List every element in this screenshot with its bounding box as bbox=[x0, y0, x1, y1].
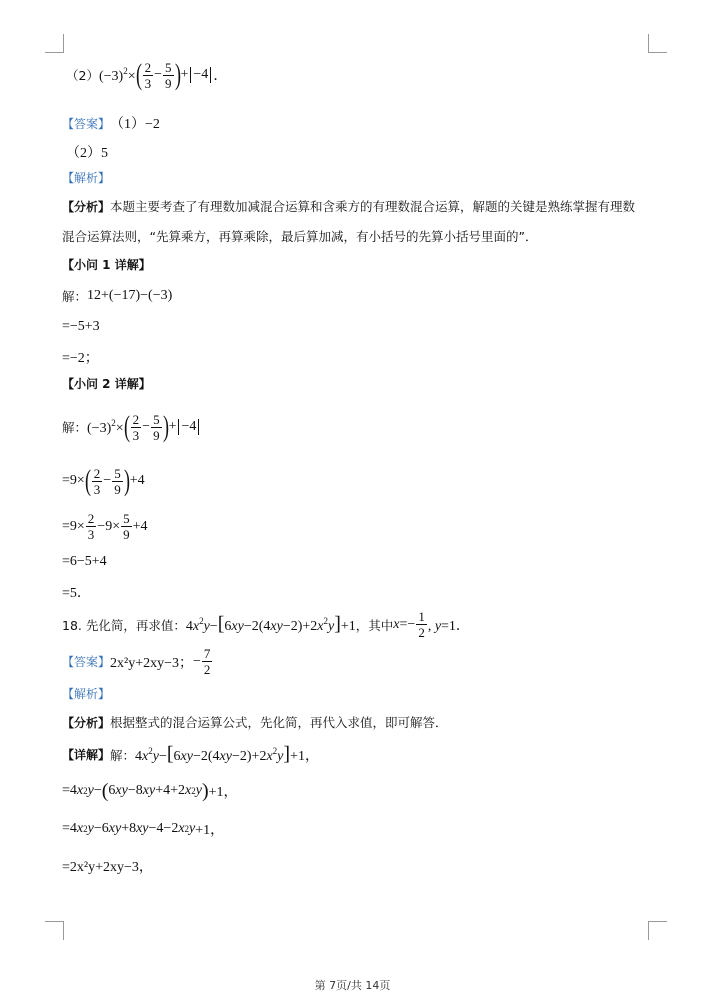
analysis-tag-18: 【解析】 bbox=[62, 687, 111, 701]
answer-line-2: （2）5 bbox=[66, 146, 108, 161]
sub1-step-2: =−2； bbox=[62, 351, 99, 366]
sub2-step-2: =9× $\frac{2}{3}$ −9× $\frac{5}{9}$ +4 bbox=[62, 511, 148, 542]
sub-question-2-heading: 【小问 2 详解】 bbox=[62, 377, 151, 391]
analysis-tag: 【解析】 bbox=[62, 171, 111, 185]
detail-18-line-1: 【详解】 解： $4x^2y-[6xy-2(4xy-2)+2x^2y]+1$， bbox=[62, 743, 319, 765]
analysis-line-1: 【分析】 本题主要考查了有理数加减混合运算和含乘方的有理数混合运算，解题的关键是熟练掌握有理数 bbox=[62, 199, 636, 214]
sub2-expression: 解： $(-3)^2\times$ ( $\frac{2}{3}$ − $\frac{5}{9}$ ) + −4 bbox=[62, 412, 201, 442]
answer-line-1: 【答案】 （1）−2 bbox=[62, 116, 160, 132]
sub2-step-4: =5． bbox=[62, 586, 91, 601]
page-footer: 第 7页/共 14页 bbox=[314, 979, 391, 992]
detail-18-line-3: =4 x 2 y −6 xy +8 xy −4−2 x 2 y +1， bbox=[62, 821, 225, 838]
sub2-step-3: =6−5+4 bbox=[62, 554, 107, 569]
detail-18-line-2: =4 x 2 y − ( 6 xy −8 xy +4+2 x 2 y ) +1， bbox=[62, 780, 238, 802]
sub2-step-1: =9× ( $\frac{2}{3}$ − $\frac{5}{9}$ ) +4 bbox=[62, 464, 145, 497]
sub1-expression: 解： 12+(−17)−(−3) bbox=[62, 288, 173, 304]
problem-2-expression: （2） $(-3)^2\times$ ( $\frac{2}{3}$ − $\frac{5}{9}$ ) + −4 ． bbox=[66, 58, 228, 91]
question-18: 18. 先化简，再求值： $4x^2y-[6xy-2(4xy-2)+2x^2y]+1$ ，其中 x=− $\frac{1}{2}$ , y=1． bbox=[62, 609, 470, 640]
answer-18: 【答案】 2x²y+2xy−3； − $\frac{7}{2}$ bbox=[62, 646, 211, 677]
crop-mark-top-left bbox=[45, 34, 64, 53]
analysis-18: 【分析】 根据整式的混合运算公式，先化简，再代入求值，即可解答． bbox=[62, 715, 448, 730]
sub1-step-1: =−5+3 bbox=[62, 319, 100, 334]
sub-question-1-heading: 【小问 1 详解】 bbox=[62, 258, 151, 272]
crop-mark-top-right bbox=[648, 34, 667, 53]
crop-mark-bottom-left bbox=[45, 921, 64, 940]
analysis-line-2: 混合运算法则，“先算乘方，再算乘除，最后算加减，有小括号的先算小括号里面的”． bbox=[62, 229, 538, 244]
detail-18-line-4: =2x²y+2xy−3， bbox=[62, 860, 153, 875]
crop-mark-bottom-right bbox=[648, 921, 667, 940]
